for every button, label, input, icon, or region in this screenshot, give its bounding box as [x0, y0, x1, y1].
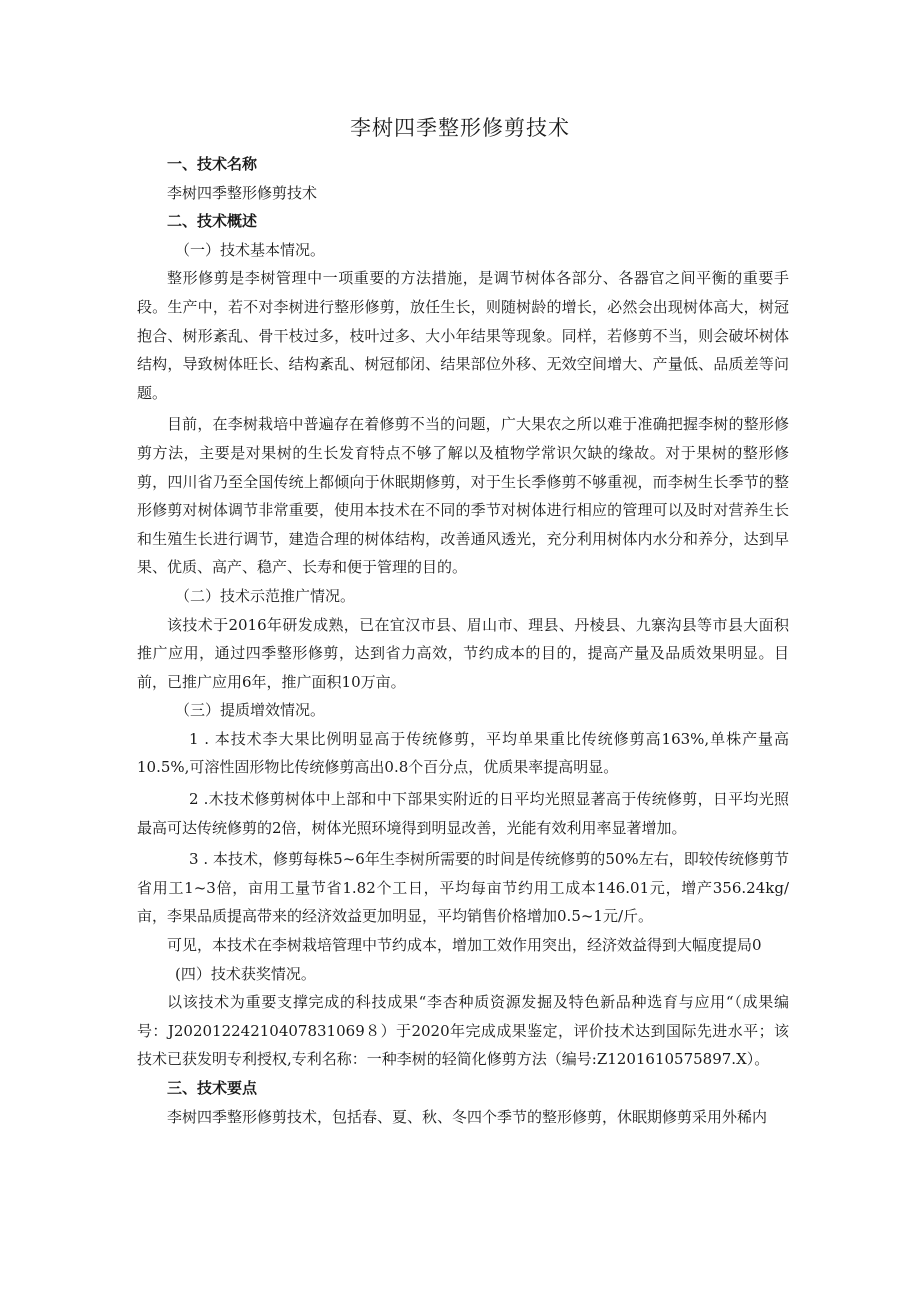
- subheading-basic-info: （一）技术基本情况。: [175, 240, 326, 259]
- paragraph-key-points: 李树四季整形修剪技术，包括春、夏、秋、冬四个季节的整形修剪，休眠期修剪采用外稀内: [167, 1107, 768, 1126]
- section-heading-key-points: 三、技术要点: [167, 1079, 258, 1097]
- numbered-item-2: 2 .木技术修剪树体中上部和中下部果实附近的日平均光照显著高于传统修剪，日平均光照最高可达传统修剪的2倍，树体光照环境得到明显改善，光能有效利用率显著增加。: [137, 790, 789, 837]
- section-heading-overview: 二、技术概述: [167, 212, 258, 231]
- subheading-quality-efficiency: （三）提质增效情况。: [175, 701, 326, 720]
- paragraph-current-problems: 目前，在李树栽培中普遍存在着修剪不当的问题，广大果农之所以难于准确把握李树的整形修剪方法，主要是对果树的生长发育特点不够了解以及植物学常识欠缺的缘故。对于果树的整形修剪，四川省乃至全国传统上都倾向于休眠期修剪，对于生长季修剪不够重视，而李树生长季节的整形修剪对树体调节非常重要，使用本技术在不同的季节对树体进行相应的管理可以及时对营养生长和生殖生长进行调节，建造合理的树体结构，改善通风透光，充分利用树体内水分和养分，达到早果、优质、高产、稳产、长寿和便于管理的目的。: [137, 415, 789, 577]
- subheading-promotion: （二）技术示范推广情况。: [175, 586, 356, 605]
- document-body: [137, 150, 789, 1131]
- paragraph-awards: 以该技术为重要支撑完成的科技成果“李杏种质资源发掘及特色新品种选育与应用“（成果编号：J20201224210407831069８）于2020年完成成果鉴定，评价技术达到国际先进水平；该技术已获发明专利授权,专利名称：一种李树的轻简化修剪方法（编号:Z1201610575897.X）。: [137, 993, 789, 1069]
- subheading-awards: (四）技术获奖情况。: [175, 964, 316, 983]
- paragraph-conclusion: 可见，本技术在李树栽培管理中节约成本，增加工效作用突出，经济效益得到大幅度提局0: [167, 936, 762, 955]
- section-heading-tech-name: 一、技术名称: [167, 155, 258, 173]
- paragraph-pruning-importance: 整形修剪是李树管理中一项重要的方法措施，是调节树体各部分、各器官之间平衡的重要手段。生产中，若不对李树进行整形修剪，放任生长，则随树龄的增长，必然会出现树体高大，树冠抱合、树形紊乱、骨干枝过多，枝叶过多、大小年结果等现象。同样，若修剪不当，则会破坏树体结构，导致树体旺长、结构紊乱、树冠郁闭、结果部位外移、无效空间增大、产量低、品质差等问题。: [137, 269, 789, 402]
- tech-name-text: 李树四季整形修剪技术: [167, 183, 318, 202]
- paragraph-promotion: 该技术于2016年研发成熟，已在宜汉市县、眉山市、理县、丹棱县、九寨沟县等市县大面积推广应用，通过四季整形修剪，达到省力高效，节约成本的目的，提高产量及品质效果明显。目前，已推广应用6年，推广面积10万亩。: [137, 615, 789, 691]
- numbered-item-1: 1 . 本技术李大果比例明显高于传统修剪，平均单果重比传统修剪高163%,单株产量高10.5%,可溶性固形物比传统修剪高出0.8个百分点，优质果率提高明显。: [137, 729, 789, 777]
- numbered-item-3: 3 . 本技术，修剪每株5~6年生李树所需要的时间是传统修剪的50%左右，即较传统修剪节省用工1~3倍，亩用工量节省1.82个工日，平均每亩节约用工成本146.01元，增产356.24kg/亩，李果品质提高带来的经济效益更加明显，平均销售价格增加0.5~1元/斤。: [137, 850, 789, 926]
- document-title: 李树四季整形修剪技术: [350, 116, 570, 140]
